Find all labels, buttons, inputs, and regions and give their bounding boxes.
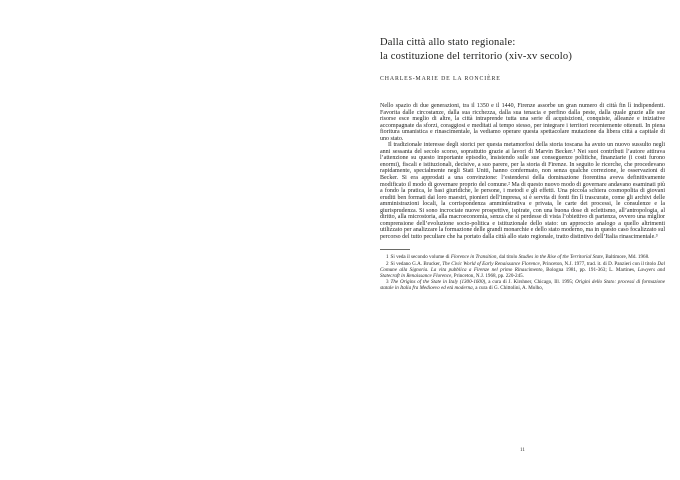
footnote-text: , Princeton, N.J. 1968, pp. 220-245. — [451, 272, 524, 279]
paragraph-1: Nello spazio di due generazioni, tra il 1350 e il 1440, Firenze assorbe un gran numero di città fin lì indipendenti. Favorita dalle circostanze, dalla sua ricchezza, dalla sua tenacia e perfino dalla peste, dalla quale grazie alle sue risorse esce meglio di altre, la città intraprende tutta una serie di acquisizioni, conquiste, alleanze e iniziative accompagnate da sforzi, coraggiosi e meditati al tempo stesso, per integrare i territori recentemente ottenuti. In piena fioritura umanistica e rinascimentale, la vediamo operare questa spettacolare mutazione da libera città a capitale di uno stato. — [380, 103, 665, 142]
footnote-book-title: Lawyers and Statecraft in Renaissance Florence — [380, 266, 665, 279]
footnote-text: , Princeton, N.J. 1977, trad. it. di D. Panzieri con il titolo — [539, 260, 658, 267]
footnote-book-title: Origini dello Stato: processi di formazione statale in Italia fra Medioevo ed età moderna — [380, 278, 665, 291]
footnote-book-title: Studies in the Rise of the Territorial State — [518, 254, 603, 261]
footnote-number: 2 — [386, 260, 389, 267]
footnote-2 — [380, 261, 665, 279]
footnote-text: , a cura di G. Chittolini, A. Molho, — [472, 284, 544, 291]
page-number: 11 — [520, 447, 525, 453]
footnote-book-title: The Origins of the State in Italy (1300-1600) — [390, 278, 486, 285]
footnote-book-title: Florence in Transition — [450, 254, 497, 261]
chapter-title-line-2: la costituzione del territorio (xiv-xv secolo) — [380, 50, 573, 62]
body-text — [380, 103, 665, 240]
footnote-text: , Bologna 1981, pp. 191-363; L. Martines, — [542, 266, 638, 273]
footnote-text: , dal titolo — [496, 254, 519, 261]
chapter-title-line-1: Dalla città allo stato regionale: — [380, 37, 516, 48]
footnote-separator-rule — [380, 249, 410, 250]
footnote-book-title: Dal Comune alla Signoria. La vita pubblica a Firenze nel primo Rinascimento — [380, 260, 666, 273]
author-name: CHARLES-MARIE DE LA RONCIÈRE — [380, 76, 501, 82]
footnote-number: 3 — [386, 278, 389, 285]
paragraph-2: Il tradizionale interesse degli storici per questa metamorfosi della storia toscana ha avuto un nuovo sussulto negli anni sessanta del secolo scorso, soprattutto grazie ai lavori di Marvin Becker.¹ Nei suoi contributi l’autore attirava l’attenzione su questo importante episodio, insistendo sulle sue conseguenze politiche, finanziarie (i costi furono enormi), fiscali e istituzionali, decisive, a suo parere, per la storia di Firenze. In seguito le ricerche, che procedevano rapidamente, specialmente negli Stati Uniti, hanno confermato, non senza qualche correzione, le osservazioni di Becker. Si era approdati a una convinzione: l’estendersi della dominazione fiorentina aveva definitivamente modificato il modo di governare proprio del comune.² Ma di questo nuovo modo di governare andavano esaminati più a fondo la pratica, le basi giuridiche, le persone, i metodi e gli effetti. Una piccola schiera cosmopolita di giovani eruditi ben formati dai loro maestri, pionieri dell’impresa, si è servita di fonti fin lì trascurate, come gli archivi delle amministrazioni locali, la corrispondenza amministrativa e privata, le carte dei processi, le consulenze e la giurisprudenza. Si sono incrociate nuove prospettive, ispirate, con una buona dose di eclettismo, all’antropologia, al diritto, alla microstoria, alla macroeconomia, senza che si perdesse di vista l’obiettivo di partenza, ovvero una miglior comprensione dell’evoluzione socio-politica e istituzionale dello stato: un approccio analogo a quello altrimenti utilizzato per analizzare la formazione delle grandi monarchie e dello stato moderno, ma in questo caso focalizzato sul percorso del tutto peculiare che ha portato dalla città allo stato regionale, tratto distintivo dell’Italia rinascimentale.³ — [380, 142, 665, 240]
footnote-text: Si veda il secondo volume di — [390, 254, 451, 261]
text-column — [380, 36, 665, 291]
chapter-title — [380, 36, 665, 63]
footnotes-block — [380, 254, 665, 291]
footnote-text: , Baltimore, Md. 1968. — [602, 254, 650, 261]
footnote-text: , a cura di J. Kirshner, Chicago, Ill. 1995; — [485, 278, 576, 285]
footnote-3 — [380, 279, 665, 291]
footnote-book-title: The Civic World of Early Renaissance Florence — [442, 260, 540, 267]
footnote-text: Si vedano G.A. Brucker, — [390, 260, 443, 267]
footnote-number: 1 — [386, 254, 389, 261]
